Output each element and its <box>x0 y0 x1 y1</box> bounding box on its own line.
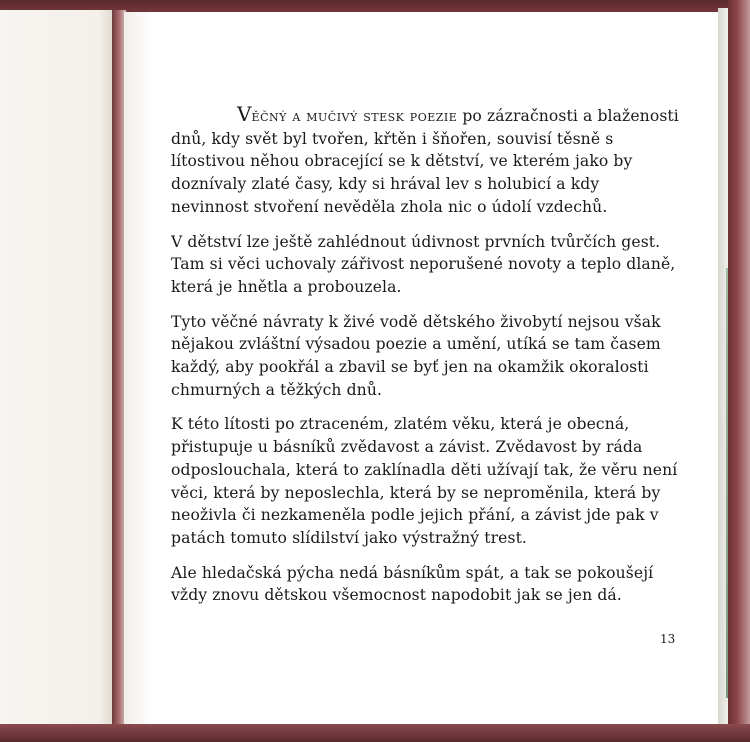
paragraph-1 <box>171 103 681 219</box>
paragraph-3: Tyto věčné návraty k živé vodě dětského živobytí nejsou však nějakou zvláštní výsadou poezie a umění, utíká se tam časem každý, aby pookřál a zbavil se byť jen na okamžik okoralosti chmurných a těžkých dnů. <box>171 312 661 399</box>
page-text <box>171 103 681 619</box>
drop-cap: V <box>237 102 252 126</box>
book-cover-bottom-edge <box>0 724 750 742</box>
paragraph-5: Ale hledačská pýcha nedá básníkům spát, a tak se pokoušejí vždy znovu dětskou všemocnost napodobit jak se jen dá. <box>171 563 654 605</box>
paragraph-4: K této lítosti po ztraceném, zlatém věku, která je obecná, přistupuje u básníků zvědavost a závist. Zvědavost by ráda odposlouchala, která to zaklínadla děti užívají tak, že věru není věci, která by neposlechla, která by se neproměnila, která by neoživla či nezkameněla podle jejich přání, a závist jde pak v patách tomuto slídilství jako výstražný trest. <box>171 415 678 547</box>
first-line <box>171 102 679 126</box>
lead-in-smallcaps: ěčný a mučivý stesk poezie <box>251 107 458 125</box>
paragraph-2: V dětství lze ještě zahlédnout údivnost prvních tvůrčích gest. Tam si věci uchovaly zářivost neporušené novoty a teplo dlaně, která je hnětla a probouzela. <box>171 232 676 296</box>
paragraph-1-body: dnů, kdy svět byl tvořen, křtěn i šňořen, souvisí těsně s lítostivou něhou obracející se k dětství, ve kterém jako by doznívaly zlaté časy, kdy si hrával lev s holubicí a kdy nevinnost stvoření nevěděla zhola nic o údolí vzdechů. <box>171 129 633 216</box>
book-cover-right-edge <box>728 0 750 742</box>
page-number: 13 <box>660 632 676 646</box>
left-page <box>0 10 116 724</box>
lead-in-rest: po zázračnosti a blaženosti <box>457 107 679 125</box>
